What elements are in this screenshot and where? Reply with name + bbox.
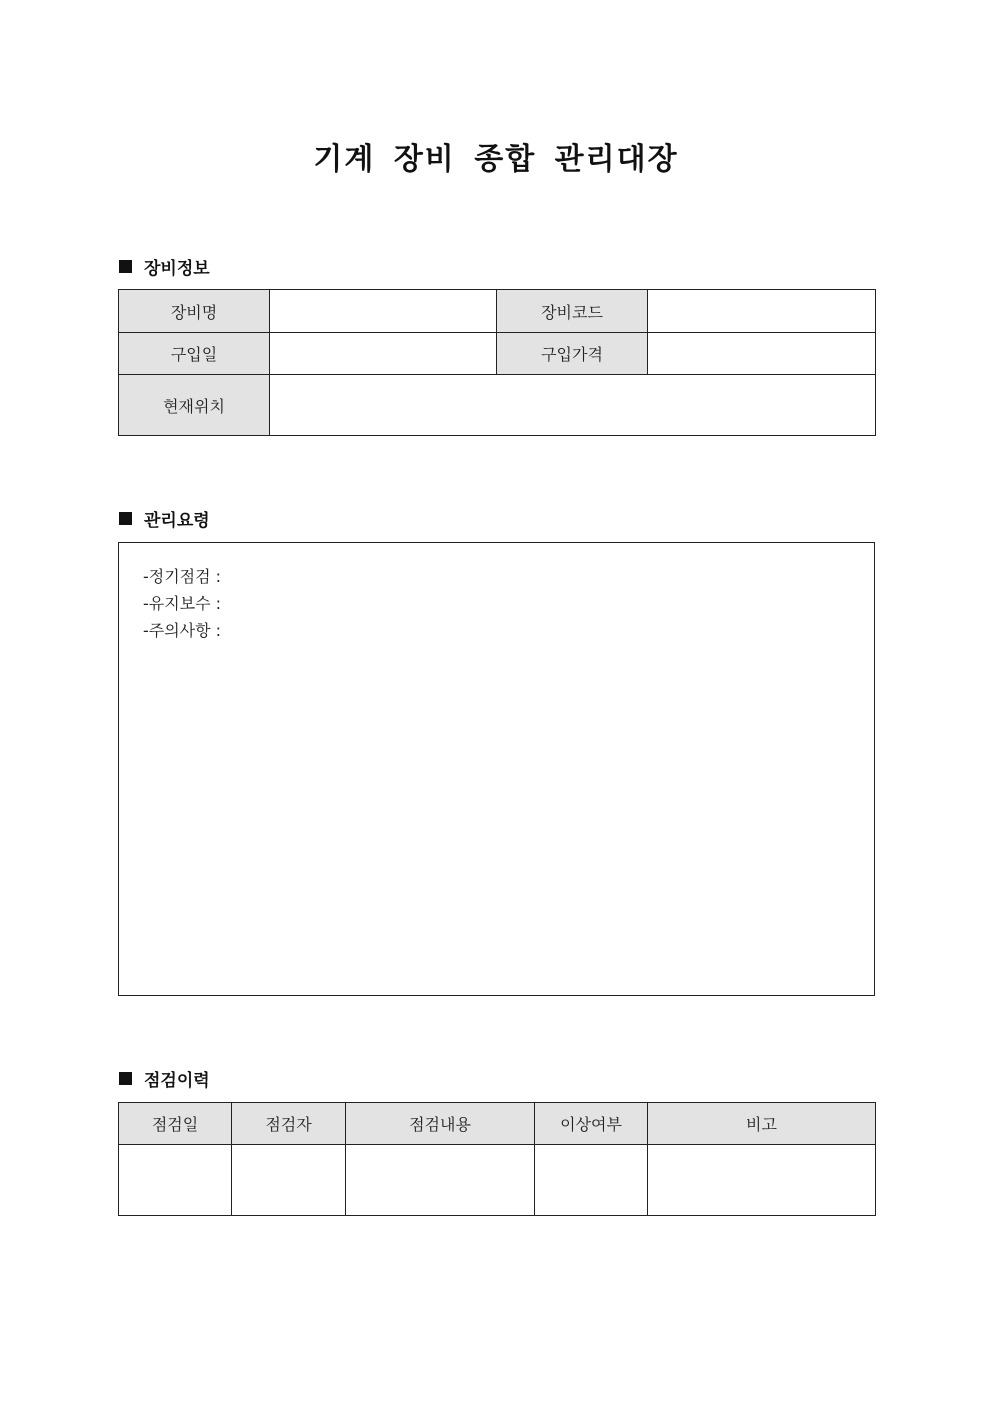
equipment-info-table	[118, 289, 876, 436]
section-heading-management	[119, 506, 210, 531]
label-equipment-code: 장비코드	[497, 290, 648, 333]
square-bullet-icon	[119, 260, 132, 273]
table-row	[119, 333, 876, 375]
column-header-inspector: 점검자	[232, 1103, 346, 1145]
table-row	[119, 290, 876, 333]
inspector-cell[interactable]	[232, 1145, 346, 1216]
page-title: 기계 장비 종합 관리대장	[313, 142, 679, 177]
inspection-date-cell[interactable]	[119, 1145, 232, 1216]
square-bullet-icon	[119, 1072, 132, 1085]
current-location-field[interactable]	[270, 375, 876, 436]
square-bullet-icon	[119, 512, 132, 525]
abnormality-cell[interactable]	[535, 1145, 648, 1216]
column-header-inspection-date: 점검일	[119, 1103, 232, 1145]
section-heading-history	[119, 1066, 210, 1091]
management-notes-box[interactable]	[118, 542, 875, 996]
column-header-remarks: 비고	[648, 1103, 876, 1145]
label-current-location: 현재위치	[119, 375, 270, 436]
note-item-maintenance: -유지보수 :	[143, 594, 222, 613]
remarks-cell[interactable]	[648, 1145, 876, 1216]
label-equipment-name: 장비명	[119, 290, 270, 333]
equipment-name-field[interactable]	[270, 290, 497, 333]
column-header-inspection-details: 점검내용	[346, 1103, 535, 1145]
purchase-date-field[interactable]	[270, 333, 497, 375]
note-item-regular-inspection: -정기점검 :	[143, 567, 222, 586]
section-heading-label: 점검이력	[144, 1071, 210, 1091]
inspection-history-table	[118, 1102, 876, 1216]
note-item-precautions: -주의사항 :	[143, 621, 222, 640]
label-purchase-date: 구입일	[119, 333, 270, 375]
section-heading-label: 관리요령	[144, 511, 210, 531]
column-header-abnormality: 이상여부	[535, 1103, 648, 1145]
inspection-details-cell[interactable]	[346, 1145, 535, 1216]
section-heading-label: 장비정보	[144, 259, 210, 279]
equipment-code-field[interactable]	[648, 290, 876, 333]
table-row	[119, 375, 876, 436]
purchase-price-field[interactable]	[648, 333, 876, 375]
table-row	[119, 1145, 876, 1216]
section-heading-equipment	[119, 254, 210, 279]
label-purchase-price: 구입가격	[497, 333, 648, 375]
table-header-row	[119, 1103, 876, 1145]
